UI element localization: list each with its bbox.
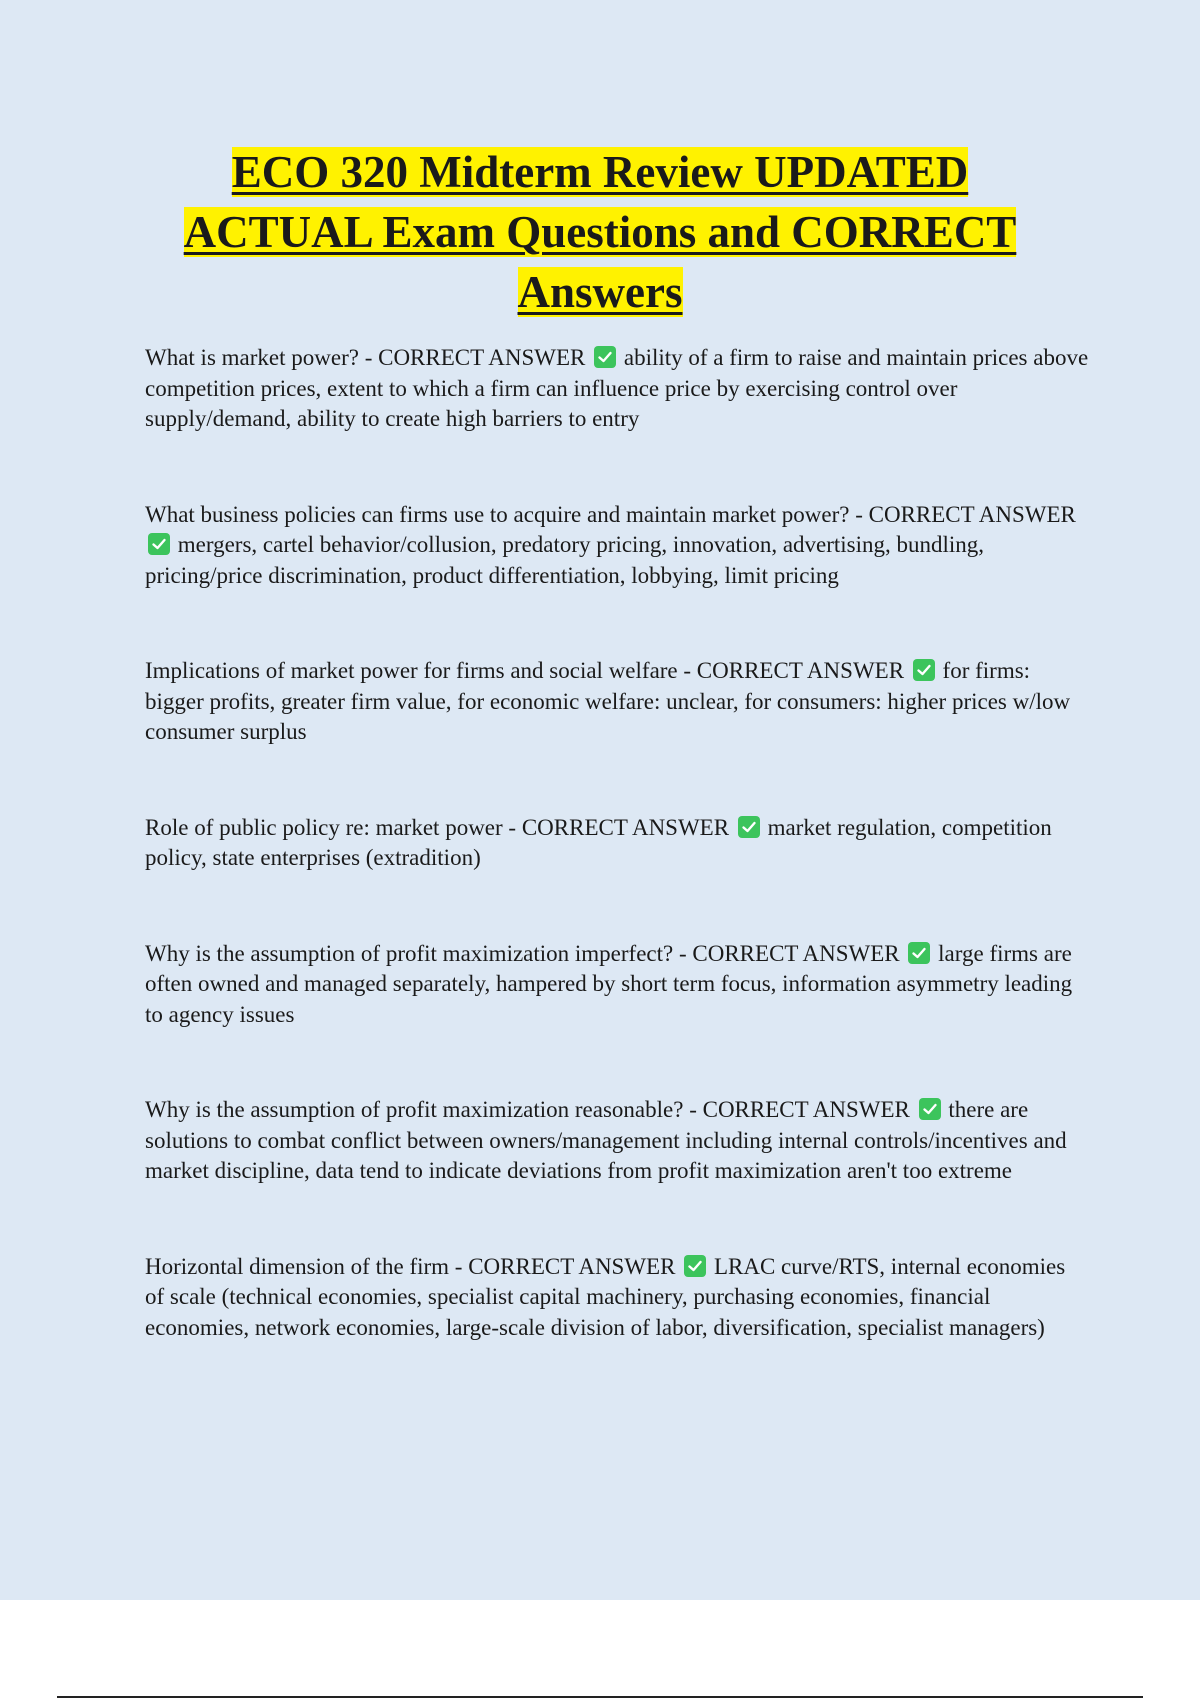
qa-item <box>145 500 1090 592</box>
answer-text: for firms: bigger profits, greater firm value, for economic welfare: unclear, for consumers: higher prices w/low consumer surplus <box>145 658 1071 744</box>
check-icon <box>913 659 935 681</box>
check-icon <box>919 1098 941 1120</box>
check-icon <box>738 816 760 838</box>
qa-item <box>145 656 1090 748</box>
check-icon <box>148 533 170 555</box>
qa-item <box>145 1095 1090 1187</box>
question-text: What is market power? - CORRECT ANSWER <box>145 345 592 370</box>
question-text: Why is the assumption of profit maximization reasonable? - CORRECT ANSWER <box>145 1097 916 1122</box>
qa-item <box>145 813 1090 874</box>
check-icon <box>908 942 930 964</box>
answer-text: there are solutions to combat conflict between owners/management including internal controls/incentives and market discipline, data tend to indicate deviations from profit maximization aren't too extreme <box>145 1097 1067 1183</box>
title-text: ECO 320 Midterm Review UPDATED ACTUAL Exam Questions and CORRECT Answers <box>183 147 1017 317</box>
qa-item <box>145 1252 1090 1344</box>
check-icon <box>594 346 616 368</box>
question-text: Implications of market power for firms and social welfare - CORRECT ANSWER <box>145 658 910 683</box>
answer-text: large firms are often owned and managed separately, hampered by short term focus, information asymmetry leading to agency issues <box>145 940 1073 1027</box>
qa-item <box>145 939 1090 1031</box>
question-text: Why is the assumption of profit maximization imperfect? - CORRECT ANSWER <box>145 940 906 966</box>
answer-text: mergers, cartel behavior/collusion, predatory pricing, innovation, advertising, bundling, pricing/price discrimination, product differentiation, lobbying, limit pricing <box>145 532 985 588</box>
question-text: What business policies can firms use to acquire and maintain market power? - CORRECT ANSWER <box>145 501 1076 527</box>
answer-text: LRAC curve/RTS, internal economies of scale (technical economies, specialist capital machinery, purchasing economies, financial economies, network economies, large-scale division of labor, diversification, specialist managers) <box>145 1253 1066 1340</box>
check-icon <box>684 1255 706 1277</box>
answer-text: ability of a firm to raise and maintain prices above competition prices, extent to which a firm can influence price by exercising control over supply/demand, ability to create high barriers to entry <box>145 345 1089 431</box>
document-title <box>150 142 1050 322</box>
question-text: Role of public policy re: market power - CORRECT ANSWER <box>145 814 735 840</box>
question-text: Horizontal dimension of the firm - CORRECT ANSWER <box>145 1253 682 1279</box>
qa-item <box>145 343 1090 435</box>
qa-list <box>145 343 1090 1408</box>
answer-text: market regulation, competition policy, state enterprises (extradition) <box>145 814 1052 870</box>
footer-divider <box>57 1696 1143 1698</box>
